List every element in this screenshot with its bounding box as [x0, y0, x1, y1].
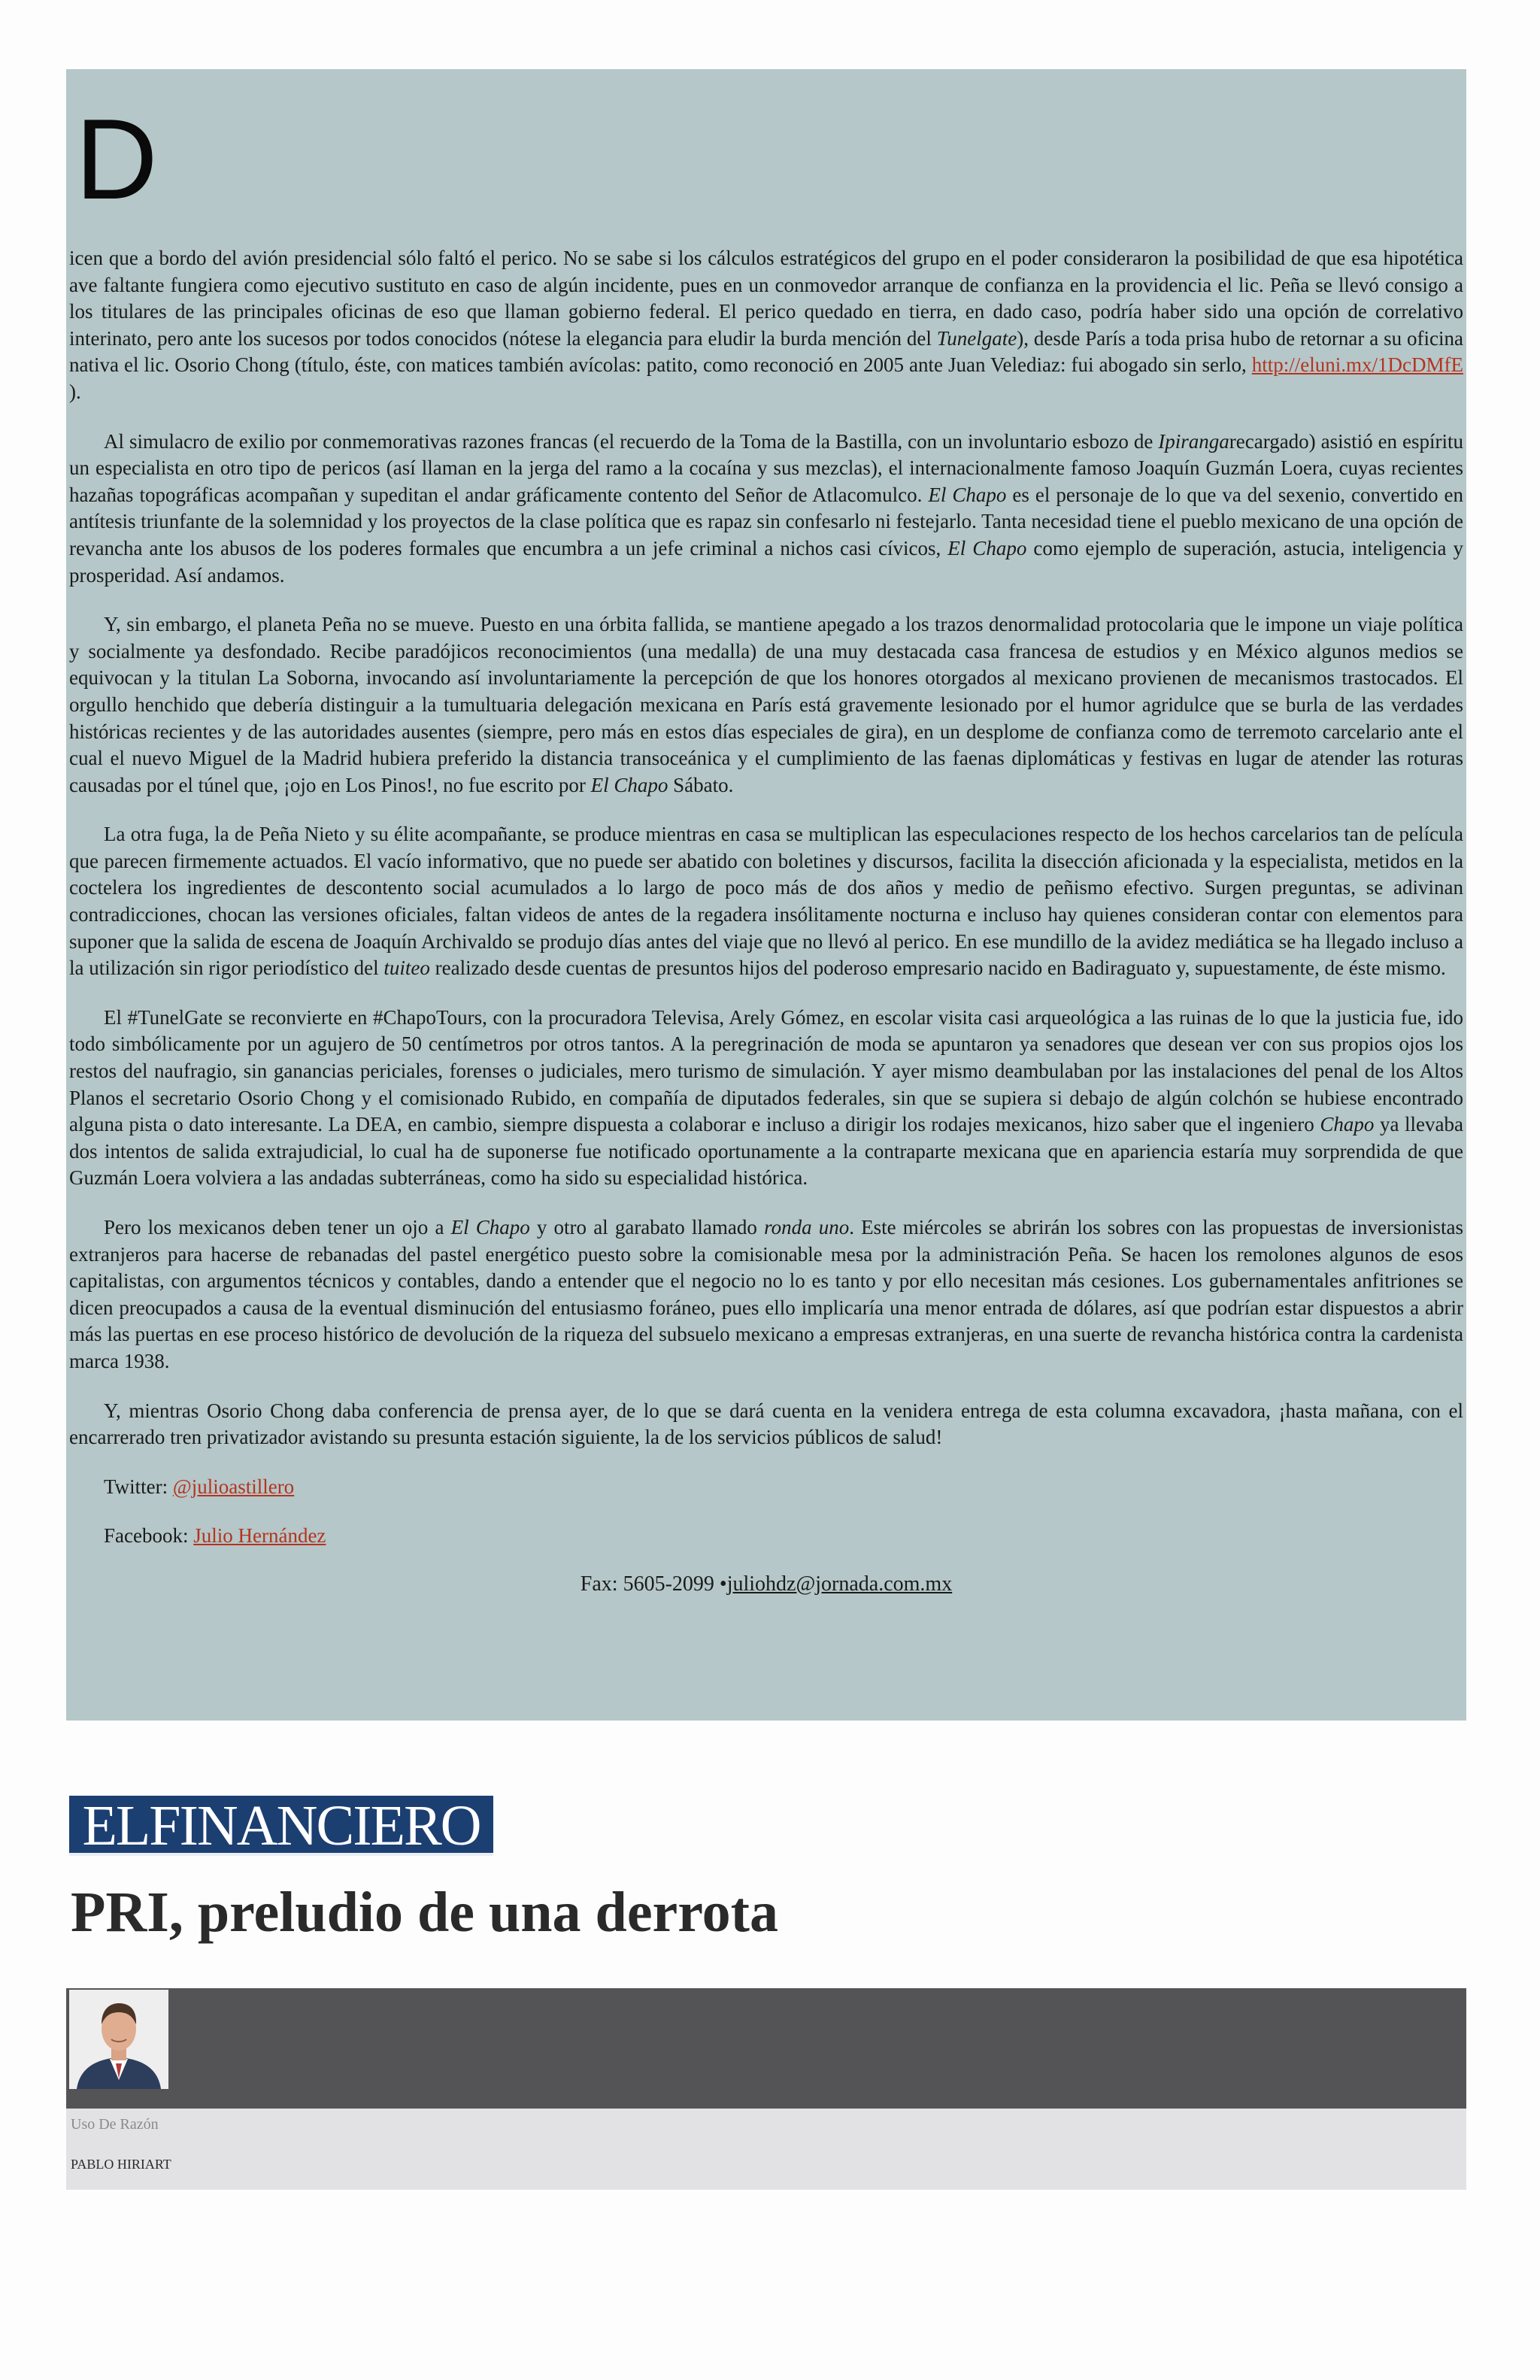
text-run: Al simulacro de exilio por conmemorativas razones francas (el recuerdo de la Toma de la Bastilla, con un involuntario esbozo de [104, 429, 1159, 453]
text-run: ). [69, 380, 81, 403]
inline-link[interactable]: @julioastillero [172, 1475, 295, 1498]
italic-text: Ipiranga [1158, 429, 1229, 453]
fax-label: Fax: 5605-2099 • [580, 1572, 727, 1596]
text-run: Pero los mexicanos deben tener un ojo a [104, 1216, 451, 1239]
article-paragraph [69, 1398, 1463, 1451]
italic-text: El Chapo [590, 773, 668, 796]
inline-link[interactable]: http://eluni.mx/1DcDMfE [1251, 353, 1463, 377]
contact-line [69, 1572, 1463, 1596]
author-avatar [69, 1990, 168, 2089]
article-headline[interactable]: PRI, preludio de una derrota [71, 1881, 778, 1944]
italic-text: El Chapo [947, 536, 1027, 559]
article-paragraph [69, 1005, 1463, 1192]
text-run: realizado desde cuentas de presuntos hijos del poderoso empresario nacido en Badiraguato y, supuestamente, de éste mismo. [429, 957, 1446, 980]
el-financiero-logo[interactable]: ELFINANCIERO [69, 1796, 493, 1856]
text-run: icen que a bordo del avión presidencial sólo faltó el perico. No se sabe si los cálculos estratégicos del grupo en el poder consideraron la posibilidad de que esa hipotética ave faltante fungiera como ejecutivo sustituto en caso de algún incidente, pues en un conmovedor arranque de confianza en la providencia el lic. Peña se llevó consigo a los titulares de las principales oficinas de eso que llaman gobierno federal. El perico quedado en tierra, en dado caso, podría haber sido una opción de correlativo interinato, pero ante los sucesos por todos conocidos (nótese la elegancia para eludir la burda mención del [69, 247, 1463, 350]
article-paragraph [69, 1523, 1463, 1550]
italic-text: tuiteo [383, 957, 430, 980]
author-name[interactable]: PABLO HIRIART [71, 2157, 171, 2172]
author-info [66, 2109, 1466, 2190]
article-paragraph [69, 611, 1463, 799]
italic-text: El Chapo [450, 1216, 530, 1239]
article-paragraph [69, 821, 1463, 982]
text-run: La otra fuga, la de Peña Nieto y su élite acompañante, se produce mientras en casa se multiplican las especulaciones respecto de los hechos carcelarios tan de película que parecen firmemente actuados. El vacío informativo, que no puede ser abatido con boletines y discursos, facilita la disección aficionada y la especialista, metidos en la coctelera los ingredientes de descontento social acumulados a lo largo de poco más de dos años y medio de peñismo efectivo. Surgen preguntas, se adivinan contradicciones, chocan las versiones oficiales, faltan videos de antes de la regadera insólitamente nocturna e incluso hay quienes consideran contar con elementos para suponer que la salida de escena de Joaquín Archivaldo se produjo días antes del viaje que no llevó al perico. En ese mundillo de la avidez mediática se ha llegado incluso a la utilización sin rigor periodístico del [69, 823, 1463, 980]
text-run: El #TunelGate se reconvierte en #ChapoTours, con la procuradora Televisa, Arely Gómez, en escolar visita casi arqueológica a las ruinas de lo que la justicia fue, ido todo simbólicamente por un agujero de 50 centímetros por otros tantos. A la peregrinación de moda se apuntaron ya senadores que desean ver con sus propios ojos los restos del naufragio, sin ganancias periciales, forenses o judiciales, mero turismo de simulación. Y ayer mismo deambulaban por las instalaciones del penal de los Altos Planos el secretario Osorio Chong y el comisionado Rubido, en compañía de diputados federales, sin que se supiera si debajo de algún colchón se hubiese encontrado alguna pista o dato interesante. La DEA, en cambio, siempre dispuesta a colaborar e incluso a dirigir los rodajes mexicanos, hizo saber que el ingeniero [69, 1005, 1463, 1136]
inline-link[interactable]: Julio Hernández [193, 1524, 326, 1548]
text-run: es el personaje de lo que va del sexenio, convertido en antítesis triunfante de la solemnidad y los proyectos de la clase política que es rapaz sin confesarlo ni festejarlo. Tanta necesidad tiene el pueblo mexicano de una opción de revancha ante los abusos de los poderes formales que encumbra a un jefe criminal a nichos casi cívicos, [69, 483, 1463, 559]
text-run: recargado) asistió en espíritu un especialista en otro tipo de pericos (así llaman en la jerga del ramo a la cocaína y sus mezclas), el internacionalmente famoso Joaquín Guzmán Loera, cuyas recientes hazañas topográficas acompañan y supeditan el andar gráficamente contento del Señor de Atlacomulco. [69, 429, 1463, 506]
italic-text: El Chapo [928, 483, 1007, 506]
text-run: . Este miércoles se abrirán los sobres con las propuestas de inversionistas extranjeros para hacerse de rebanadas del pastel energético puesto sobre la comisionable mesa por la administración Peña. Se hacen los remolones algunos de esos capitalistas, con argumentos técnicos y contables, dando a entender que el negocio no lo es tanto y por ello necesitan más cesiones. Los gubernamentales anfitriones se dicen preocupados a causa de la eventual disminución del entusiasmo foráneo, pues ello implicaría una menor entrada de dólares, así que podrían estar dispuestos a abrir más las puertas en ese proceso histórico de devolución de la riqueza del subsuelo mexicano a empresas extranjeras, en una suerte de revancha histórica contra la cardenista marca 1938. [69, 1216, 1463, 1372]
text-run: Sábato. [668, 773, 734, 796]
article-paragraph [69, 1474, 1463, 1501]
text-run: como ejemplo de superación, astucia, inteligencia y prosperidad. Así andamos. [69, 536, 1463, 587]
text-run: ), desde París a toda prisa hubo de retornar a su oficina nativa el lic. Osorio Chong (título, éste, con matices también avícolas: patito, como reconoció en 2005 ante Juan Velediaz: fui abogado sin serlo, [69, 326, 1463, 377]
italic-text: Chapo [1320, 1113, 1375, 1136]
author-bar [66, 1988, 1466, 2109]
italic-text: ronda uno [764, 1216, 850, 1239]
author-photo-icon [69, 1990, 168, 2089]
text-run: Twitter: [104, 1475, 173, 1498]
text-run: ya llevaba dos intentos de salida extrajudicial, lo cual ha de suponerse fue notificado oportunamente a la contraparte mexicana que en apariencia estaría muy sorprendida de que Guzmán Loera volviera a las andadas subterráneas, como ha sido su especialidad histórica. [69, 1113, 1463, 1190]
email-link[interactable]: juliohdz@jornada.com.mx [726, 1572, 953, 1596]
text-run: Y, mientras Osorio Chong daba conferencia de prensa ayer, de lo que se dará cuenta en la venidera entrega de esta columna excavadora, ¡hasta mañana, con el encarrerado tren privatizador avistando su presunta estación siguiente, la de los servicios públicos de salud! [69, 1399, 1463, 1449]
text-run: y otro al garabato llamado [529, 1216, 765, 1239]
article-box [66, 69, 1466, 1721]
article-paragraph [69, 429, 1463, 590]
italic-text: Tunelgate [936, 326, 1017, 350]
column-name: Uso De Razón [71, 2116, 159, 2133]
text-run: Y, sin embargo, el planeta Peña no se mueve. Puesto en una órbita fallida, se mantiene apegado a los trazos denormalidad protocolaria que le impone un viaje política y socialmente ya desfondado. Recibe paradójicos reconocimientos (una medalla) de una muy destacada casa francesa de estudios y en México algunos medios se equivocan y la titulan La Soborna, invocando así involuntariamente la percepción de que los honores otorgados al mexicano provienen de mecanismos trastocados. El orgullo henchido que debería distinguir a la tumultuaria delegación mexicana en París está gravemente lesionado por el humor agridulce que se burla de las verdades históricas recientes y de las autoridades ausentes (siempre, pero más en estos días especiales de gira), en un desplome de confianza como de terremoto carcelario ante el cual el nuevo Miguel de la Madrid hubiera preferido la distancia transoceánica y el cumplimiento de las faenas diplomáticas y festivas en lugar de atender las roturas causadas por el túnel que, ¡ojo en Los Pinos!, no fue escrito por [69, 613, 1463, 796]
article-body [69, 245, 1463, 1550]
article-paragraph [69, 1214, 1463, 1375]
article-paragraph [69, 245, 1463, 406]
text-run: Facebook: [104, 1524, 194, 1548]
drop-cap: D [75, 96, 158, 223]
